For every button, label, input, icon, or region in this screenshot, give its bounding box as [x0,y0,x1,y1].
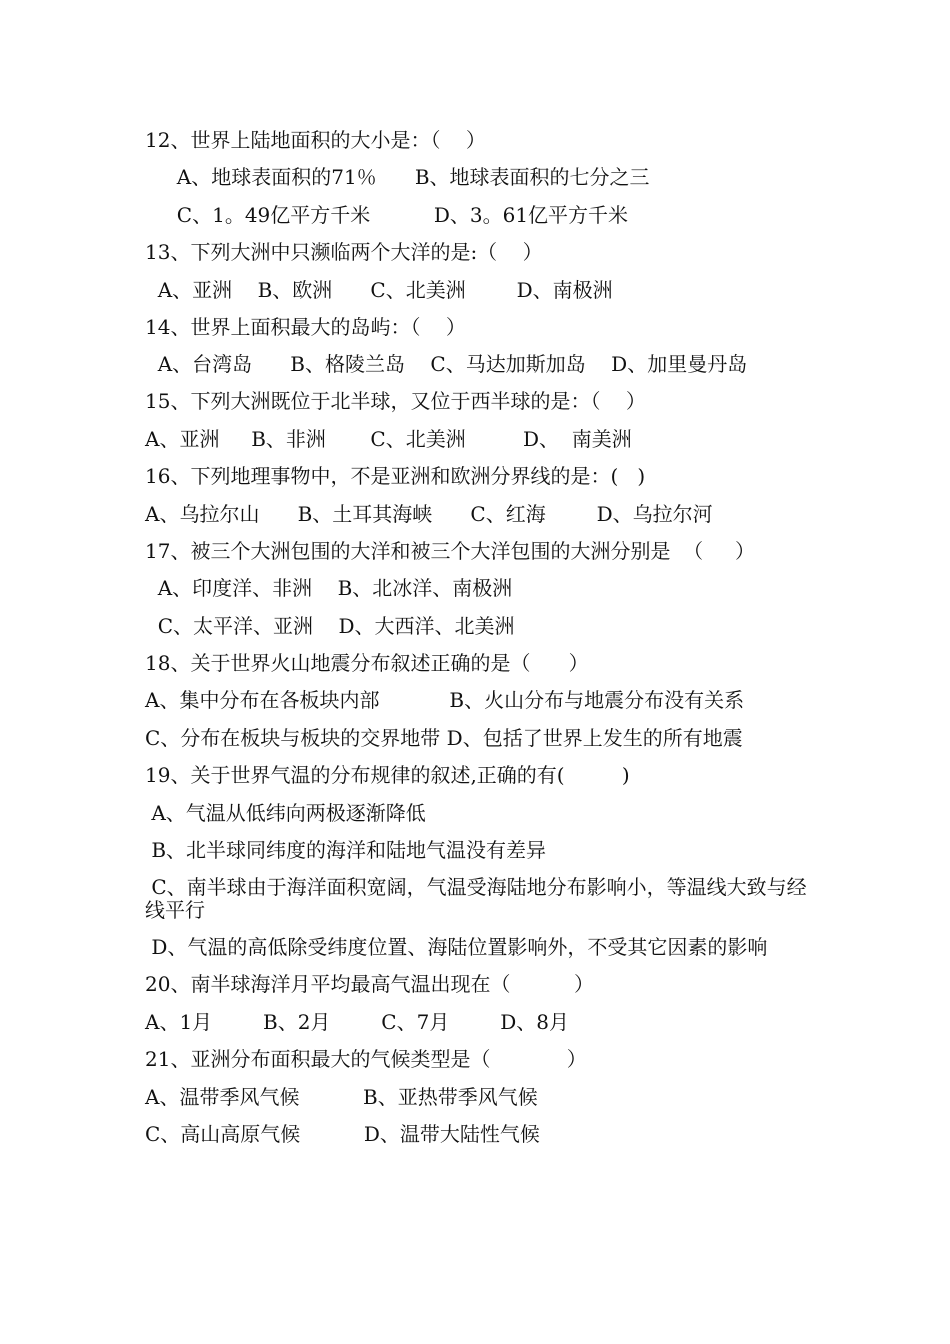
question-17: 17、被三个大洲包围的大洋和被三个大洋包围的大洲分别是 （ ） [145,538,755,563]
question-21-options-ab: A、温带季风气候 B、亚热带季风气候 [145,1084,538,1109]
question-15-options: A、亚洲 B、非洲 C、北美洲 D、 南美洲 [145,426,632,451]
question-13-options: A、亚洲 B、欧洲 C、北美洲 D、南极洲 [145,277,613,302]
question-14: 14、世界上面积最大的岛屿：（ ） [145,314,466,339]
question-19-option-d: D、气温的高低除受纬度位置、海陆位置影响外，不受其它因素的影响 [145,935,768,960]
question-17-options-cd: C、太平洋、亚洲 D、大西洋、北美洲 [145,613,515,638]
question-18-options-cd: C、分布在板块与板块的交界地带 D、包括了世界上发生的所有地震 [145,725,743,750]
question-18-options-ab: A、集中分布在各板块内部 B、火山分布与地震分布没有关系 [145,688,745,713]
question-15: 15、下列大洲既位于北半球，又位于西半球的是：（ ） [145,389,646,414]
question-18: 18、关于世界火山地震分布叙述正确的是（ ） [145,651,589,676]
question-21-options-cd: C、高山高原气候 D、温带大陆性气候 [145,1121,540,1146]
question-20: 20、南半球海洋月平均最高气温出现在（ ） [145,972,595,997]
question-19-option-b: B、北半球同纬度的海洋和陆地气温没有差异 [145,838,547,863]
question-12-options-cd: C、1。49亿平方千米 D、3。61亿平方千米 [145,202,629,227]
question-20-options: A、1月 B、2月 C、7月 D、8月 [145,1009,569,1034]
question-19-option-a: A、气温从低纬向两极逐渐降低 [145,800,426,825]
exam-page [145,122,815,1153]
question-17-options-ab: A、印度洋、非洲 B、北冰洋、南极洲 [145,576,513,601]
question-13: 13、下列大洲中只濒临两个大洋的是:（ ） [145,240,543,265]
question-16-options: A、乌拉尔山 B、土耳其海峡 C、红海 D、乌拉尔河 [145,501,713,526]
question-12: 12、世界上陆地面积的大小是：（ ） [145,128,486,152]
question-16: 16、下列地理事物中，不是亚洲和欧洲分界线的是：( ) [145,464,646,489]
question-19-option-c: C、南半球由于海洋面积宽阔，气温受海陆地分布影响小，等温线大致与经线平行 [145,875,807,923]
question-12-options-ab: A、地球表面积的71％ B、地球表面积的七分之三 [145,165,650,190]
question-21: 21、亚洲分布面积最大的气候类型是（ ） [145,1047,587,1072]
question-14-options: A、台湾岛 B、格陵兰岛 C、马达加斯加岛 D、加里曼丹岛 [145,352,748,377]
question-19: 19、关于世界气温的分布规律的叙述,正确的有( ) [145,763,630,788]
